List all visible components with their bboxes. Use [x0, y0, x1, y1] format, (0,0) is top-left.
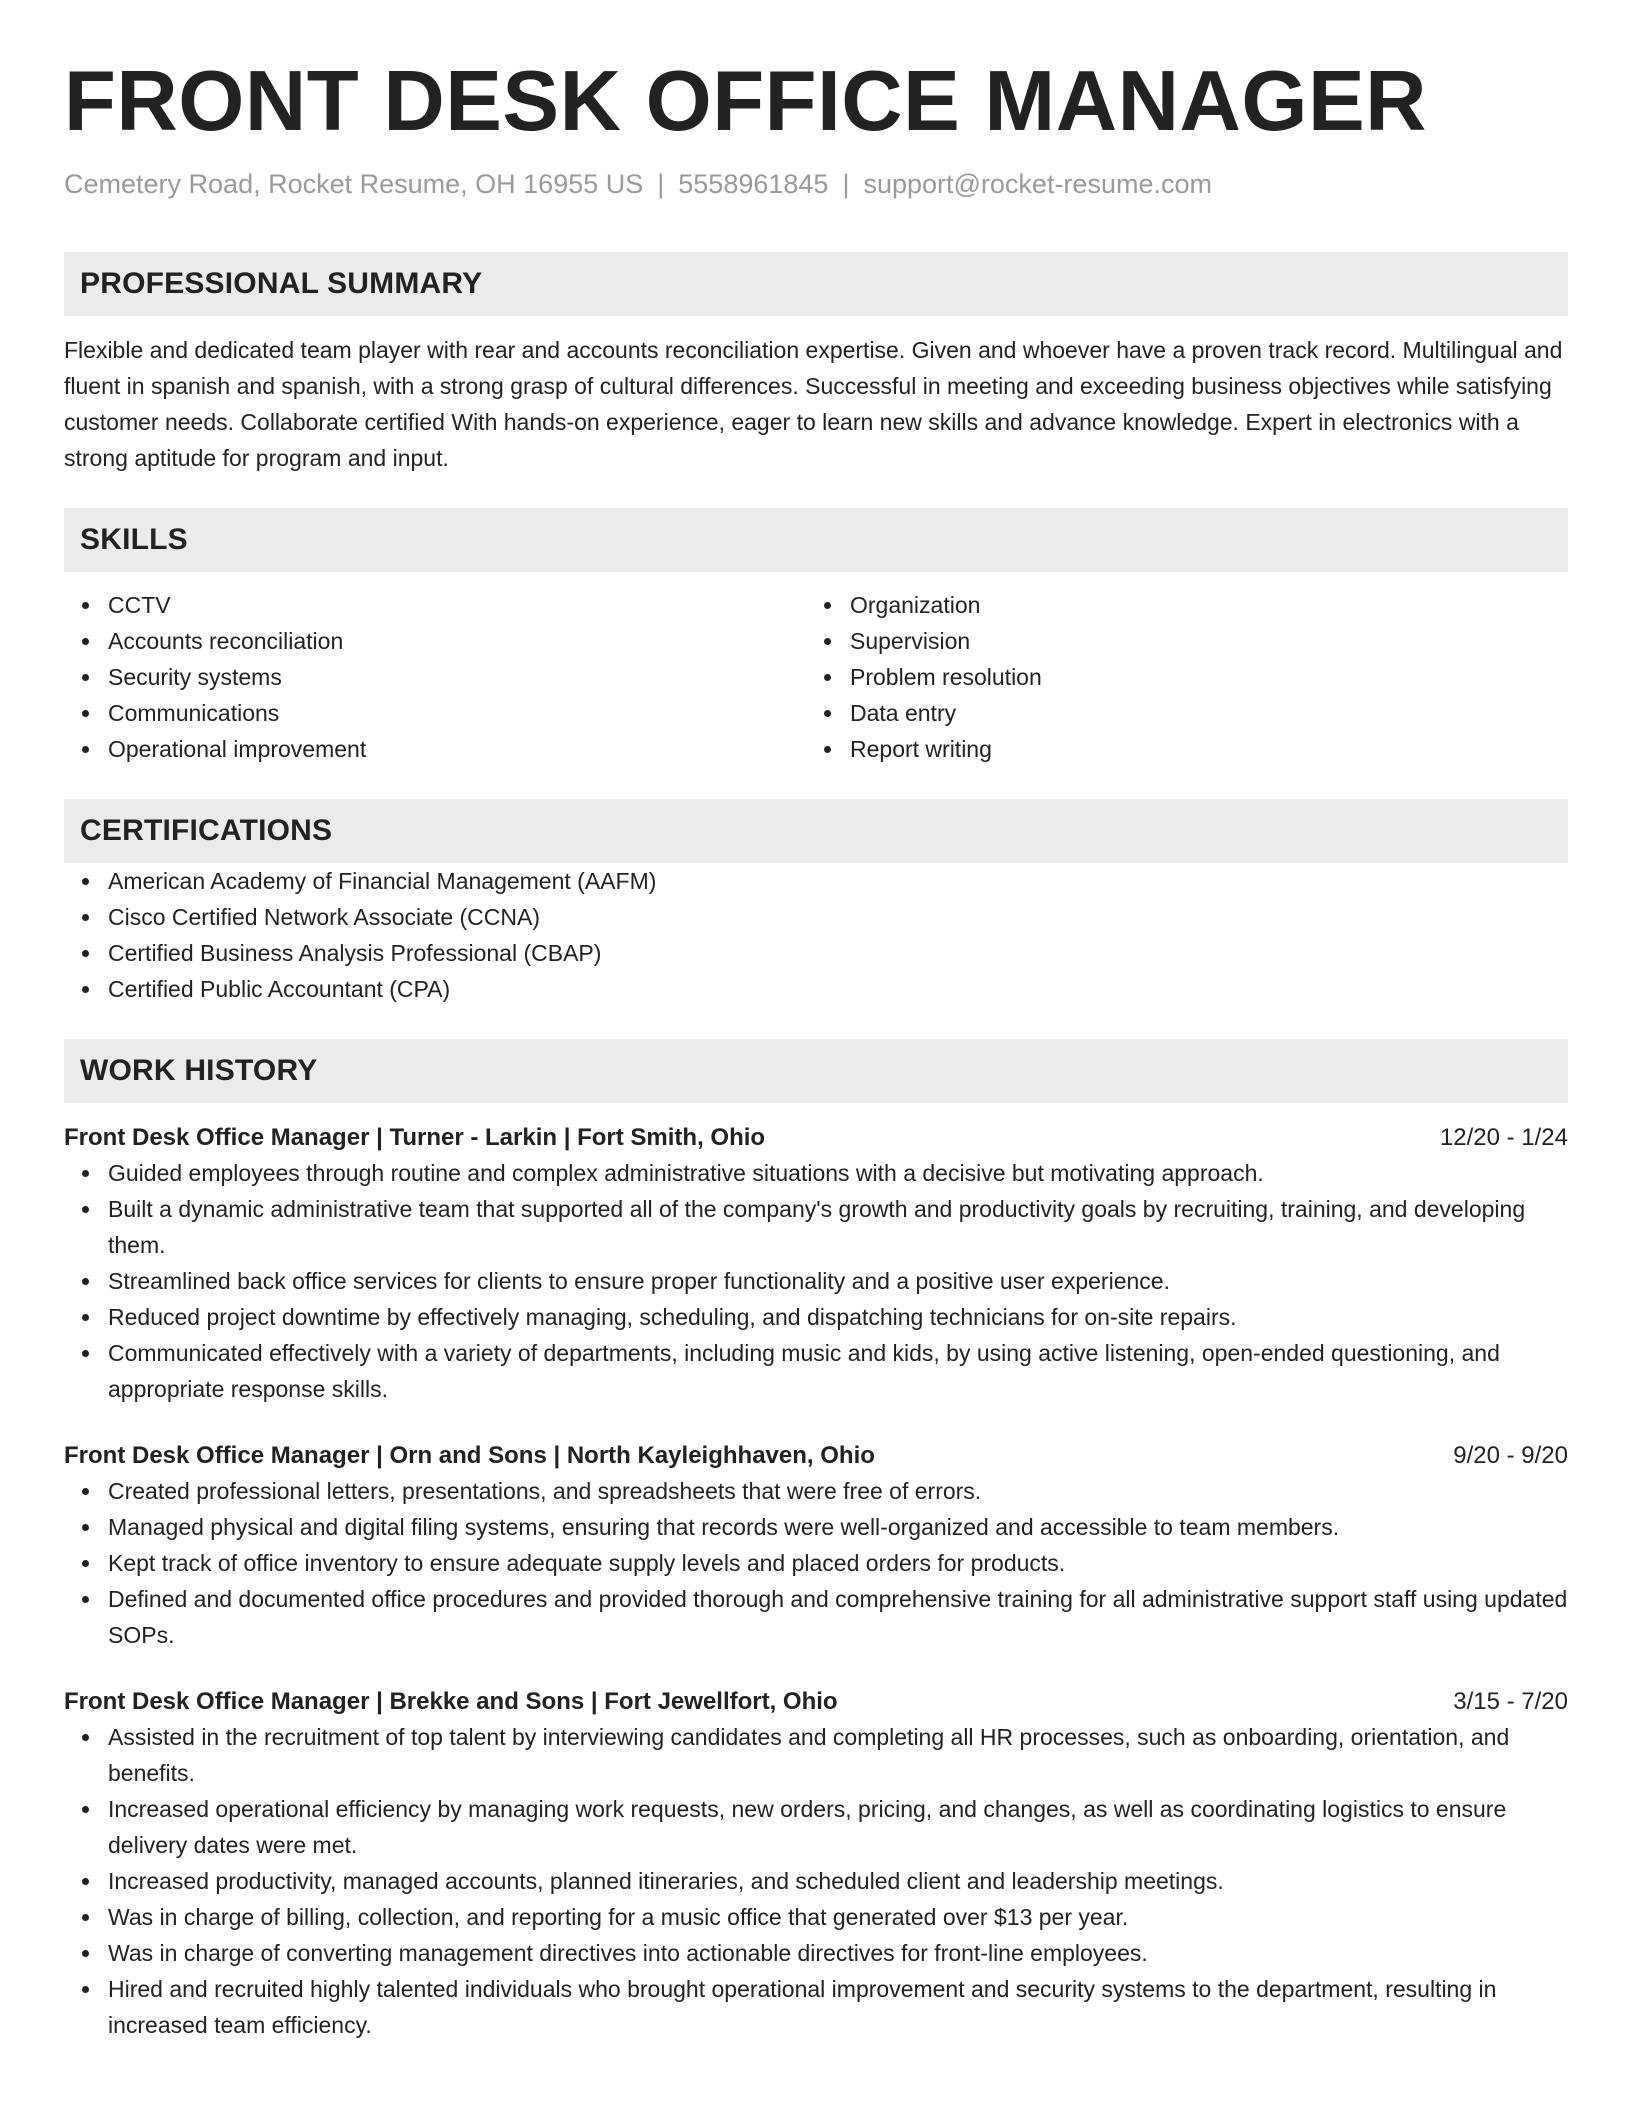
skill-item: Data entry	[806, 695, 1548, 731]
job-entry	[64, 1439, 1568, 1653]
job-title: Front Desk Office Manager | Brekke and Sons | Fort Jewellfort, Ohio	[64, 1688, 838, 1715]
job-bullet: Increased operational efficiency by managing work requests, new orders, pricing, and changes, as well as coordinating logistics to ensure delivery dates were met.	[64, 1791, 1568, 1863]
job-bullet: Defined and documented office procedures and provided thorough and comprehensive training for all administrative support staff using updated SOPs.	[64, 1581, 1568, 1653]
skill-item: Problem resolution	[806, 659, 1548, 695]
work-history-section	[64, 1039, 1568, 2043]
job-entry	[64, 1121, 1568, 1407]
skill-item: Communications	[64, 695, 806, 731]
job-bullet: Assisted in the recruitment of top talent by interviewing candidates and completing all HR processes, such as onboarding, orientation, and benefits.	[64, 1719, 1568, 1791]
contact-separator: |	[657, 169, 665, 199]
certification-item: Certified Public Accountant (CPA)	[64, 971, 1568, 1007]
job-bullet-list	[64, 1473, 1568, 1653]
job-bullet: Created professional letters, presentations, and spreadsheets that were free of errors.	[64, 1473, 1568, 1509]
job-bullet: Kept track of office inventory to ensure adequate supply levels and placed orders for products.	[64, 1545, 1568, 1581]
job-bullet: Managed physical and digital filing systems, ensuring that records were well-organized and accessible to team members.	[64, 1509, 1568, 1545]
job-title: Front Desk Office Manager | Turner - Larkin | Fort Smith, Ohio	[64, 1124, 766, 1151]
skill-item: Supervision	[806, 623, 1548, 659]
skill-item: Operational improvement	[64, 731, 806, 767]
job-bullet-list	[64, 1155, 1568, 1407]
certification-item: American Academy of Financial Management (AAFM)	[64, 863, 1568, 899]
skill-item: CCTV	[64, 587, 806, 623]
job-bullet: Streamlined back office services for clients to ensure proper functionality and a positive user experience.	[64, 1263, 1568, 1299]
summary-section	[64, 252, 1568, 476]
summary-text: Flexible and dedicated team player with rear and accounts reconciliation expertise. Given and whoever have a proven track record. Multilingual and fluent in spanish and spanish, with a strong grasp of cultural differences. Successful in meeting and exceeding business objectives while satisfying customer needs. Collaborate certified With hands-on experience, eager to learn new skills and advance knowledge. Expert in electronics with a strong aptitude for program and input.	[64, 337, 1563, 471]
summary-heading: PROFESSIONAL SUMMARY	[64, 252, 1568, 316]
skills-left-column	[64, 587, 806, 767]
job-bullet: Hired and recruited highly talented individuals who brought operational improvement and security systems to the department, resulting in increased team efficiency.	[64, 1971, 1568, 2043]
job-bullet: Built a dynamic administrative team that supported all of the company's growth and productivity goals by recruiting, training, and developing them.	[64, 1191, 1568, 1263]
job-entry	[64, 1685, 1568, 2043]
job-bullet: Was in charge of billing, collection, and reporting for a music office that generated over $13 per year.	[64, 1899, 1568, 1935]
work-history-heading: WORK HISTORY	[64, 1039, 1568, 1103]
contact-address: Cemetery Road, Rocket Resume, OH 16955 US	[64, 169, 644, 199]
contact-email[interactable]: support@rocket-resume.com	[863, 169, 1212, 199]
skills-section	[64, 508, 1568, 767]
job-bullet-list	[64, 1719, 1568, 2043]
certification-item: Cisco Certified Network Associate (CCNA)	[64, 899, 1568, 935]
job-bullet: Reduced project downtime by effectively managing, scheduling, and dispatching technicians for on-site repairs.	[64, 1299, 1568, 1335]
job-bullet: Guided employees through routine and complex administrative situations with a decisive but motivating approach.	[64, 1155, 1568, 1191]
job-bullet: Communicated effectively with a variety of departments, including music and kids, by using active listening, open-ended questioning, and appropriate response skills.	[64, 1335, 1568, 1407]
skill-item: Organization	[806, 587, 1548, 623]
job-bullet: Was in charge of converting management directives into actionable directives for front-line employees.	[64, 1935, 1568, 1971]
skills-grid	[64, 587, 1568, 767]
contact-separator: |	[842, 169, 850, 199]
job-title: Front Desk Office Manager | Orn and Sons | North Kayleighhaven, Ohio	[64, 1442, 875, 1469]
contact-phone: 5558961845	[678, 169, 829, 199]
skill-item: Accounts reconciliation	[64, 623, 806, 659]
contact-line	[64, 166, 1568, 202]
skill-item: Report writing	[806, 731, 1548, 767]
job-dates: 9/20 - 9/20	[1453, 1442, 1568, 1469]
certifications-heading: CERTIFICATIONS	[64, 799, 1568, 863]
certifications-section	[64, 799, 1568, 1007]
resume-title: FRONT DESK OFFICE MANAGER	[64, 54, 1428, 149]
job-dates: 12/20 - 1/24	[1439, 1124, 1568, 1151]
skills-right-column	[806, 587, 1548, 767]
job-bullet: Increased productivity, managed accounts, planned itineraries, and scheduled client and leadership meetings.	[64, 1863, 1568, 1899]
certifications-list	[64, 863, 1568, 1007]
certification-item: Certified Business Analysis Professional (CBAP)	[64, 935, 1568, 971]
job-dates: 3/15 - 7/20	[1453, 1688, 1568, 1715]
skills-heading: SKILLS	[64, 508, 1568, 572]
job-header	[64, 1685, 1568, 1719]
skill-item: Security systems	[64, 659, 806, 695]
job-header	[64, 1121, 1568, 1155]
job-header	[64, 1439, 1568, 1473]
